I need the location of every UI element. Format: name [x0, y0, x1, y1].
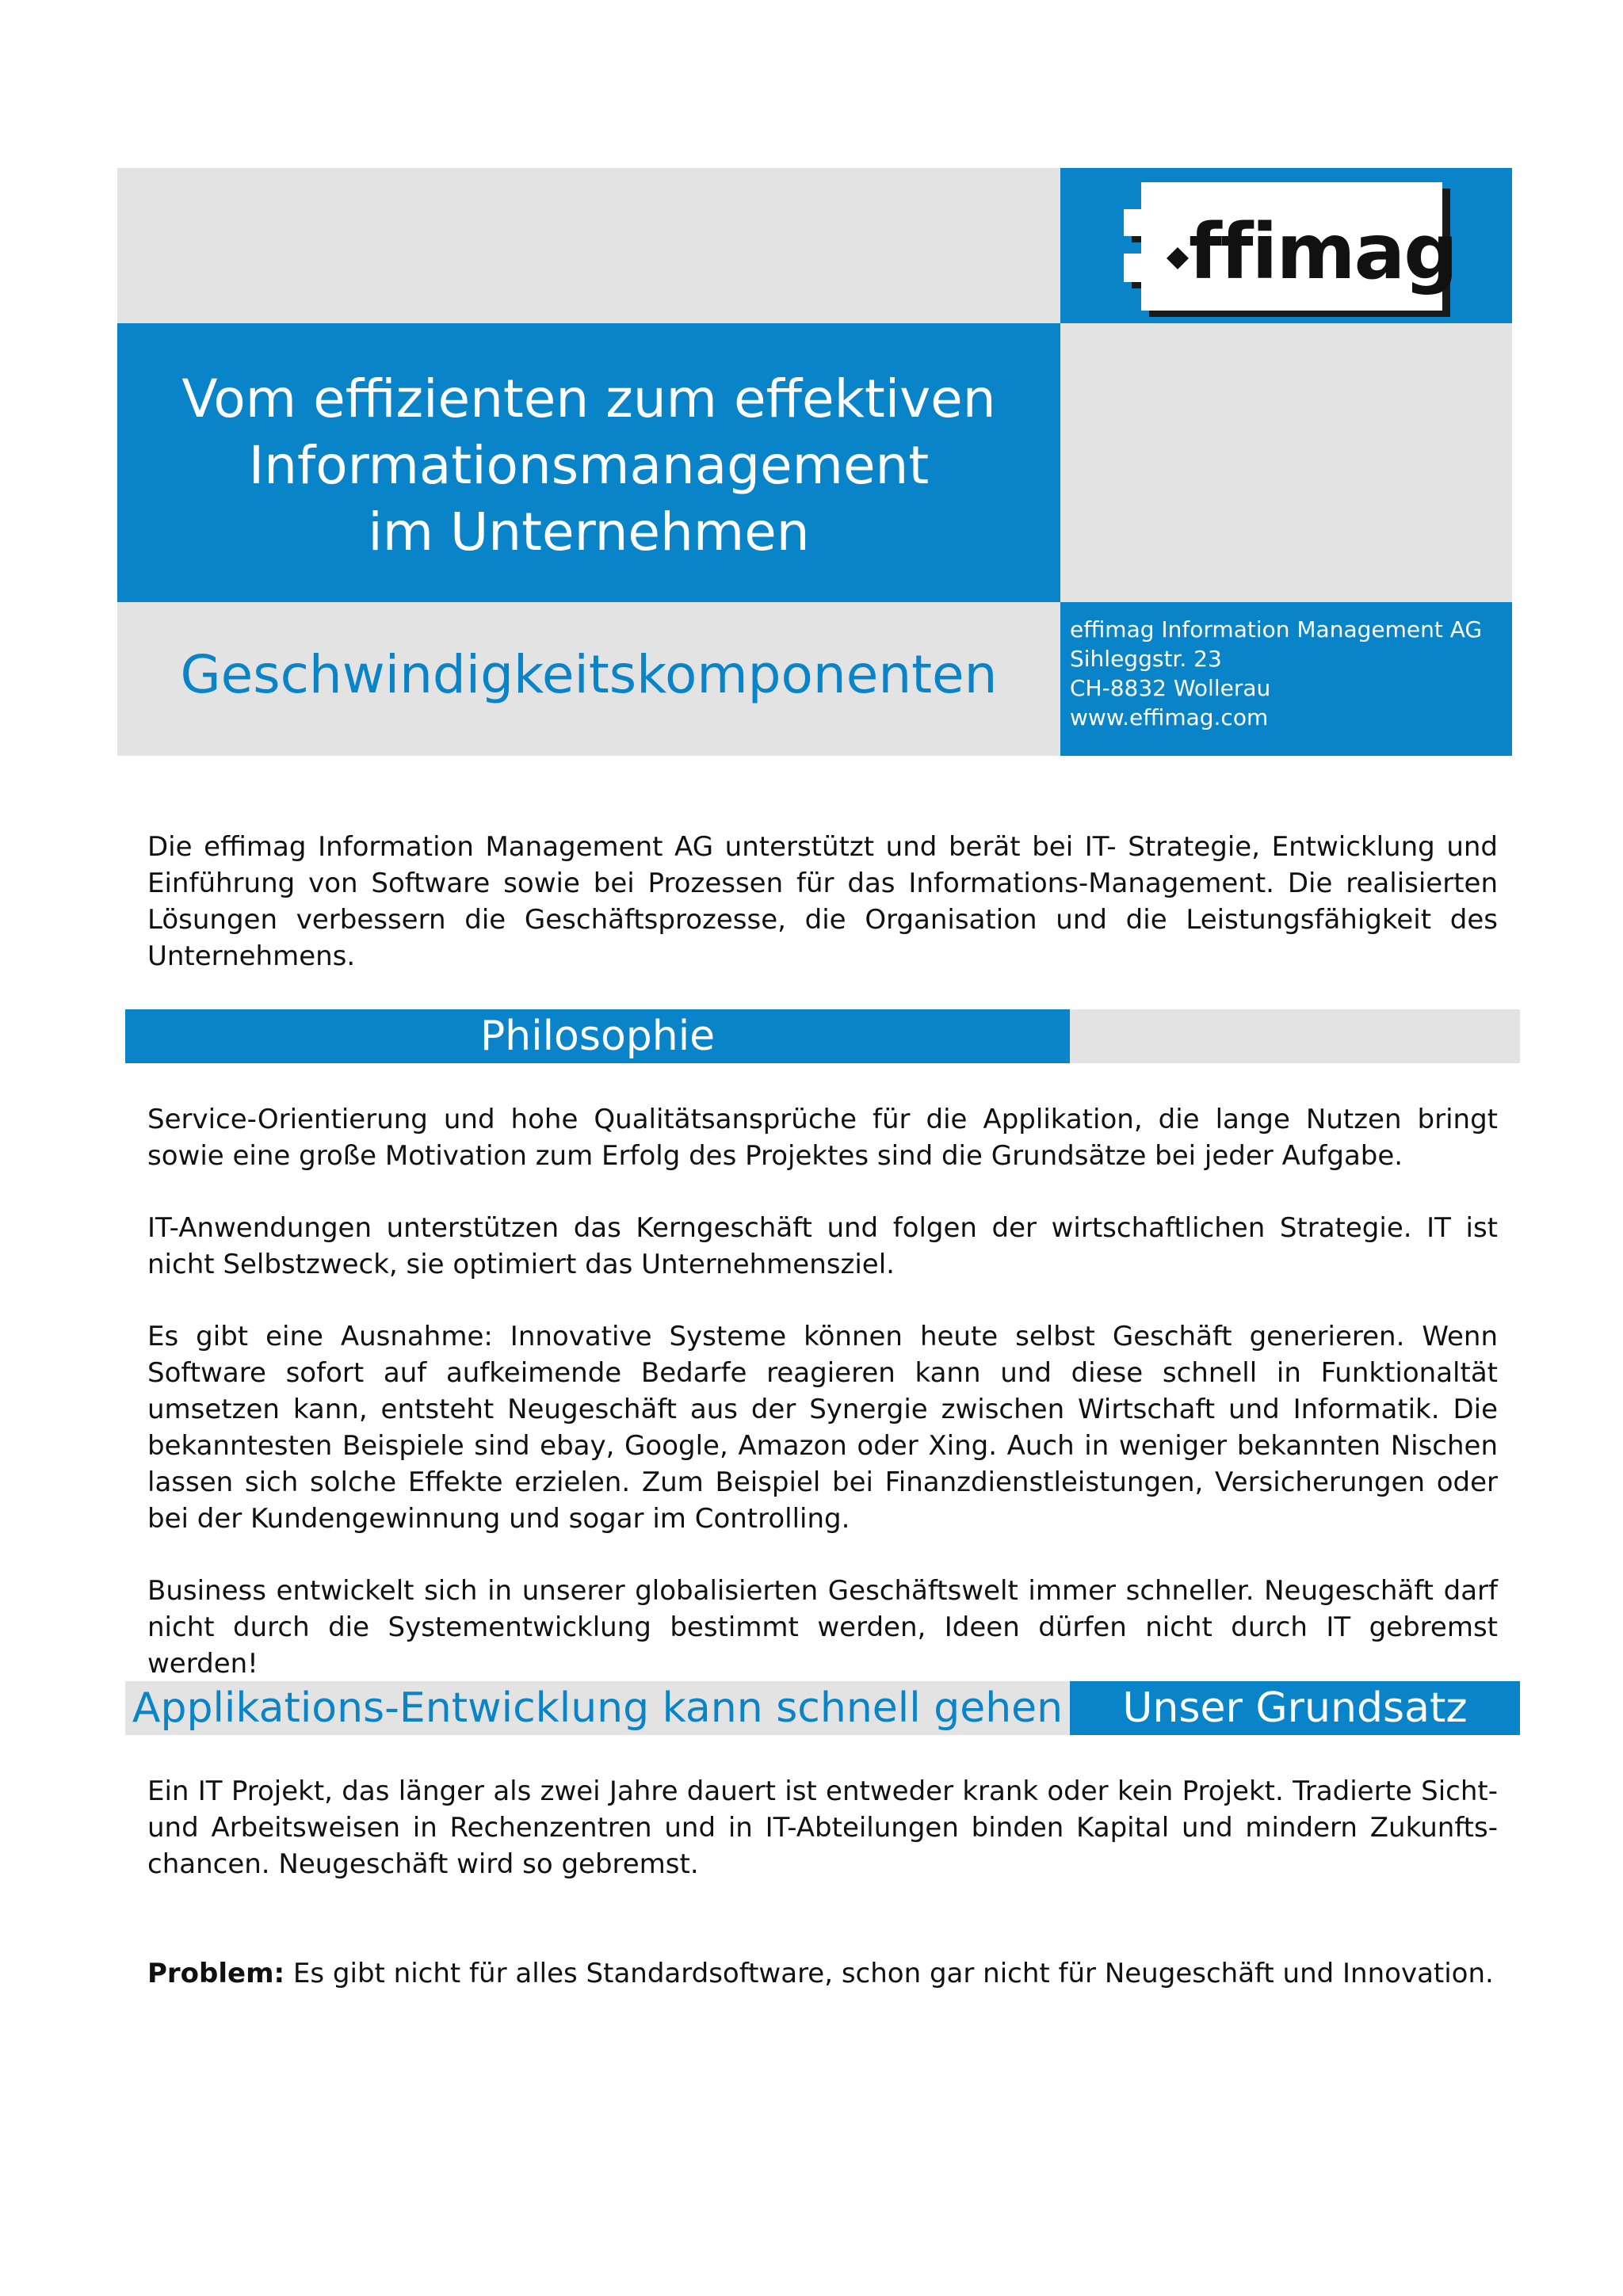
title-line-3: im Unternehmen — [368, 502, 810, 563]
philosophie-paragraph-1: Service-Orientierung und hohe Qualitätsansprüche für die Applikation, die lange Nutzen bringt sowie eine große Motivation zum Erfolg des Projektes sind die Grundsätze bei jeder Aufgabe. — [147, 1104, 1498, 1172]
problem-label: Problem: — [147, 1958, 285, 1989]
address-company: effimag Information Management AG — [1070, 616, 1483, 643]
effimag-logo — [1100, 171, 1465, 318]
address-website: www.effimag.com — [1070, 704, 1269, 730]
title-line-1: Vom effizienten zum effektiven — [181, 368, 996, 429]
address-city: CH-8832 Wollerau — [1070, 675, 1271, 701]
svg-text:ffimag: ffimag — [1189, 208, 1457, 296]
applikation-paragraph: Ein IT Projekt, das länger als zwei Jahre dauert ist entweder krank oder kein Projekt. Tradierte Sicht- und Arbeitsweisen in Rechenzentren und in IT-Abteilungen binden Kapital und mindern Zukunfts- chancen. Neugeschäft wird so gebremst. — [147, 1775, 1498, 1880]
section-heading-philosophie: Philosophie — [479, 1013, 716, 1060]
address-street: Sihleggstr. 23 — [1070, 646, 1222, 672]
company-address — [1070, 615, 1506, 732]
section-bar-applikation — [125, 1681, 1070, 1735]
problem-text: Es gibt nicht für alles Standardsoftware, schon gar nicht für Neugeschäft und Innovation. — [285, 1958, 1494, 1989]
philosophie-paragraph-4: Business entwickelt sich in unserer globalisierten Geschäftswelt immer schneller. Neugeschäft darf nicht durch die Systementwicklung bestimmt werden, Ideen dürfen nicht durch IT gebremst werden! — [147, 1575, 1498, 1680]
header-cell-top-left — [117, 168, 1060, 323]
section-bar-philosophie-right — [1070, 1009, 1520, 1063]
page-subtitle: Geschwindigkeitskomponenten — [180, 644, 998, 705]
page-title — [117, 366, 1060, 566]
intro-paragraph: Die effimag Information Management AG unterstützt und berät bei IT- Strategie, Entwicklung und Einführung von Software sowie bei Prozessen für das Informations-Management. Die realisierten Lösungen verbessern die Geschäftsprozesse, die Organisation und die Leistungsfähigkeit des Unternehmens. — [147, 831, 1498, 972]
title-line-2: Informationsmanagement — [248, 435, 930, 496]
section-heading-applikation: Applikations-Entwicklung kann schnell gehen — [132, 1684, 1064, 1732]
section-bar-philosophie — [125, 1009, 1070, 1063]
logo-text: effimag — [1100, 171, 1103, 172]
section-heading-grundsatz: Unser Grundsatz — [1122, 1684, 1468, 1732]
problem-statement — [147, 1955, 1498, 1992]
philosophie-paragraph-3: Es gibt eine Ausnahme: Innovative Systeme können heute selbst Geschäft generieren. Wenn Software sofort auf aufkeimende Bedarfe reagieren kann und diese schnell in Funktionaltät umsetzen kann, entsteht Neugeschäft aus der Synergie zwischen Wirtschaft und Informatik. Die bekanntesten Beispiele sind ebay, Google, Amazon oder Xing. Auch in weniger bekannten Nischen lassen sich solche Effekte erzielen. Zum Beispiel bei Finanzdienstleistungen, Versicherungen oder bei der Kundengewinnung und sogar im Controlling. — [147, 1321, 1498, 1535]
philosophie-paragraph-2: IT-Anwendungen unterstützen das Kerngeschäft und folgen der wirtschaftlichen Strategie. IT ist nicht Selbstzweck, sie optimiert das Unternehmensziel. — [147, 1212, 1498, 1280]
header-cell-middle-right — [1060, 323, 1512, 602]
section-bar-grundsatz — [1070, 1681, 1520, 1735]
